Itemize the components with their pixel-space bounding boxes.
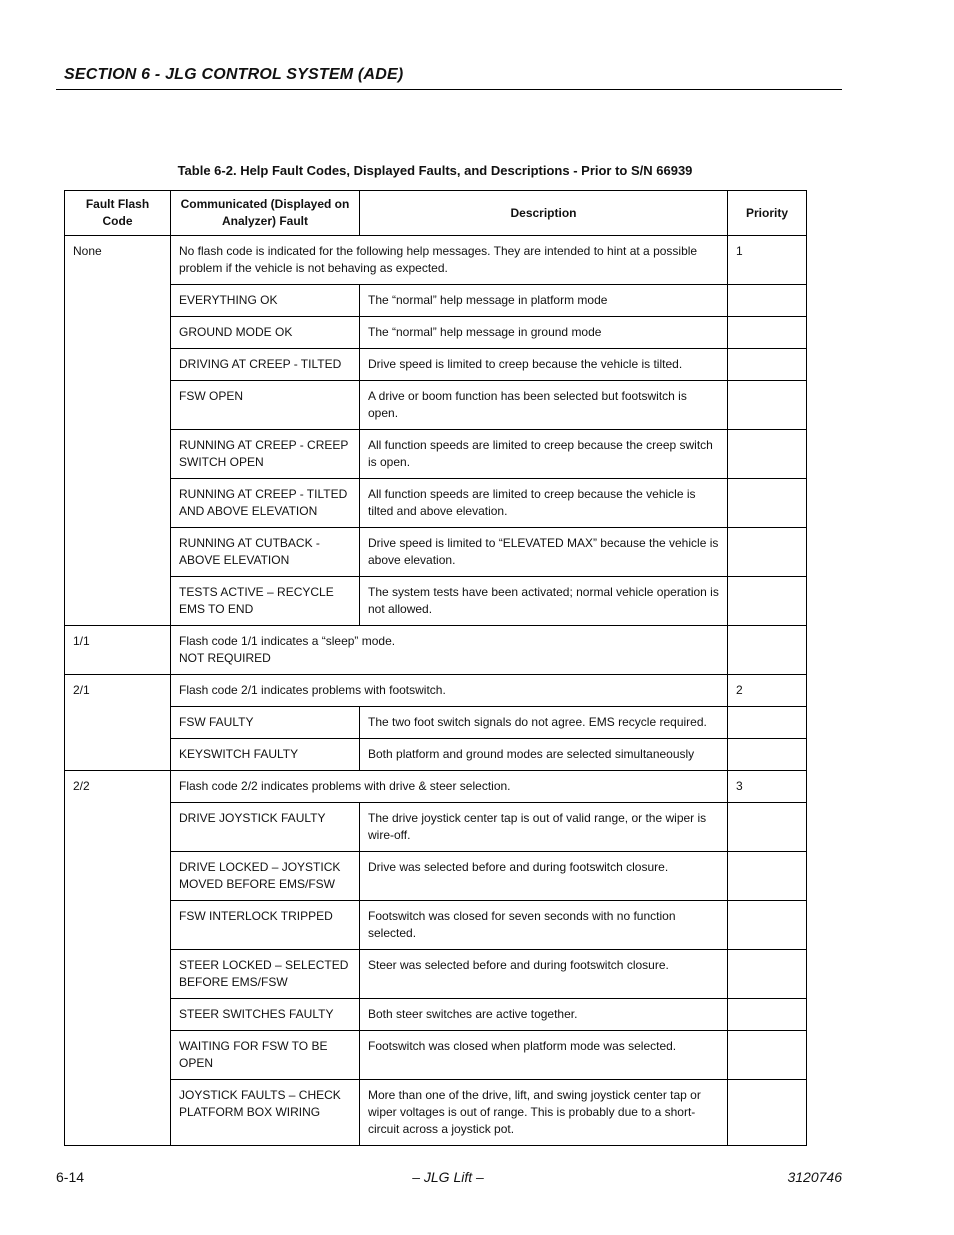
fault-cell: RUNNING AT CREEP - CREEP SWITCH OPEN <box>171 430 360 479</box>
column-header-description: Description <box>360 191 728 236</box>
table-row <box>65 285 807 317</box>
table-row <box>65 950 807 999</box>
priority-cell <box>728 739 807 771</box>
document-number: 3120746 <box>787 1169 842 1185</box>
priority-cell <box>728 852 807 901</box>
description-cell: Both platform and ground modes are selected simultaneously <box>360 739 728 771</box>
description-cell: A drive or boom function has been selected but footswitch is open. <box>360 381 728 430</box>
description-cell: Steer was selected before and during footswitch closure. <box>360 950 728 999</box>
fault-codes-table <box>64 190 807 1146</box>
priority-cell: 1 <box>728 236 807 285</box>
priority-cell <box>728 317 807 349</box>
priority-cell: 3 <box>728 771 807 803</box>
priority-cell <box>728 999 807 1031</box>
description-cell: Footswitch was closed when platform mode was selected. <box>360 1031 728 1080</box>
footer-brand: – JLG Lift – <box>412 1169 484 1185</box>
priority-cell <box>728 707 807 739</box>
table-row <box>65 771 807 803</box>
table-row <box>65 999 807 1031</box>
table-row <box>65 675 807 707</box>
fault-cell: WAITING FOR FSW TO BE OPEN <box>171 1031 360 1080</box>
group-intro-cell: Flash code 2/2 indicates problems with drive & steer selection. <box>171 771 728 803</box>
description-cell: Drive speed is limited to “ELEVATED MAX” because the vehicle is above elevation. <box>360 528 728 577</box>
column-header-fault: Communicated (Displayed on Analyzer) Fault <box>171 191 360 236</box>
description-cell: The system tests have been activated; normal vehicle operation is not allowed. <box>360 577 728 626</box>
header-rule <box>56 89 842 90</box>
description-cell: All function speeds are limited to creep because the vehicle is tilted and above elevation. <box>360 479 728 528</box>
priority-cell <box>728 626 807 675</box>
fault-cell: TESTS ACTIVE – RECYCLE EMS TO END <box>171 577 360 626</box>
priority-cell <box>728 577 807 626</box>
fault-cell: RUNNING AT CREEP - TILTED AND ABOVE ELEVATION <box>171 479 360 528</box>
priority-cell <box>728 803 807 852</box>
description-cell: The two foot switch signals do not agree. EMS recycle required. <box>360 707 728 739</box>
table-title: Table 6-2. Help Fault Codes, Displayed Faults, and Descriptions - Prior to S/N 66939 <box>177 163 693 178</box>
fault-cell: DRIVE JOYSTICK FAULTY <box>171 803 360 852</box>
table-row <box>65 577 807 626</box>
flash-code-cell: None <box>65 236 171 626</box>
table-row <box>65 349 807 381</box>
table-row <box>65 528 807 577</box>
fault-cell: DRIVING AT CREEP - TILTED <box>171 349 360 381</box>
priority-cell <box>728 479 807 528</box>
priority-cell <box>728 430 807 479</box>
fault-cell: KEYSWITCH FAULTY <box>171 739 360 771</box>
priority-cell <box>728 349 807 381</box>
table-row <box>65 236 807 285</box>
table-row <box>65 381 807 430</box>
fault-cell: FSW FAULTY <box>171 707 360 739</box>
table-header-row <box>65 191 807 236</box>
group-intro-line: NOT REQUIRED <box>179 651 271 665</box>
priority-cell <box>728 285 807 317</box>
table-row <box>65 1031 807 1080</box>
table-row <box>65 430 807 479</box>
table-row <box>65 707 807 739</box>
group-intro-cell: Flash code 2/1 indicates problems with footswitch. <box>171 675 728 707</box>
priority-cell <box>728 901 807 950</box>
fault-cell: STEER SWITCHES FAULTY <box>171 999 360 1031</box>
table-row <box>65 479 807 528</box>
table-row <box>65 901 807 950</box>
fault-cell: GROUND MODE OK <box>171 317 360 349</box>
description-cell: The “normal” help message in platform mode <box>360 285 728 317</box>
table-row <box>65 739 807 771</box>
description-cell: Drive was selected before and during footswitch closure. <box>360 852 728 901</box>
priority-cell <box>728 528 807 577</box>
page-number: 6-14 <box>56 1169 85 1185</box>
table-row <box>65 317 807 349</box>
description-cell: The “normal” help message in ground mode <box>360 317 728 349</box>
description-cell: More than one of the drive, lift, and swing joystick center tap or wiper voltages is out of range. This is probably due to a short-circuit across a joystick pot. <box>360 1080 728 1146</box>
priority-cell <box>728 1031 807 1080</box>
table-row <box>65 852 807 901</box>
fault-cell: RUNNING AT CUTBACK - ABOVE ELEVATION <box>171 528 360 577</box>
section-header: SECTION 6 - JLG CONTROL SYSTEM (ADE) <box>64 66 404 83</box>
priority-cell <box>728 1080 807 1146</box>
priority-cell <box>728 950 807 999</box>
group-intro-cell: No flash code is indicated for the following help messages. They are intended to hint at a possible problem if the vehicle is not behaving as expected. <box>171 236 728 285</box>
priority-cell <box>728 381 807 430</box>
description-cell: All function speeds are limited to creep because the creep switch is open. <box>360 430 728 479</box>
fault-cell: FSW INTERLOCK TRIPPED <box>171 901 360 950</box>
table-row <box>65 1080 807 1146</box>
description-cell: Both steer switches are active together. <box>360 999 728 1031</box>
table-row <box>65 626 807 675</box>
group-intro-line: Flash code 1/1 indicates a “sleep” mode. <box>179 634 396 648</box>
fault-cell: DRIVE LOCKED – JOYSTICK MOVED BEFORE EMS/FSW <box>171 852 360 901</box>
flash-code-cell: 2/2 <box>65 771 171 1146</box>
description-cell: The drive joystick center tap is out of valid range, or the wiper is wire-off. <box>360 803 728 852</box>
column-header-flash-code: Fault Flash Code <box>65 191 171 236</box>
priority-cell: 2 <box>728 675 807 707</box>
column-header-priority: Priority <box>728 191 807 236</box>
flash-code-cell: 2/1 <box>65 675 171 771</box>
table-row <box>65 803 807 852</box>
fault-cell: FSW OPEN <box>171 381 360 430</box>
fault-cell: STEER LOCKED – SELECTED BEFORE EMS/FSW <box>171 950 360 999</box>
description-cell: Drive speed is limited to creep because the vehicle is tilted. <box>360 349 728 381</box>
fault-cell: JOYSTICK FAULTS – CHECK PLATFORM BOX WIRING <box>171 1080 360 1146</box>
description-cell: Footswitch was closed for seven seconds with no function selected. <box>360 901 728 950</box>
fault-cell: EVERYTHING OK <box>171 285 360 317</box>
flash-code-cell: 1/1 <box>65 626 171 675</box>
group-intro-cell <box>171 626 728 675</box>
